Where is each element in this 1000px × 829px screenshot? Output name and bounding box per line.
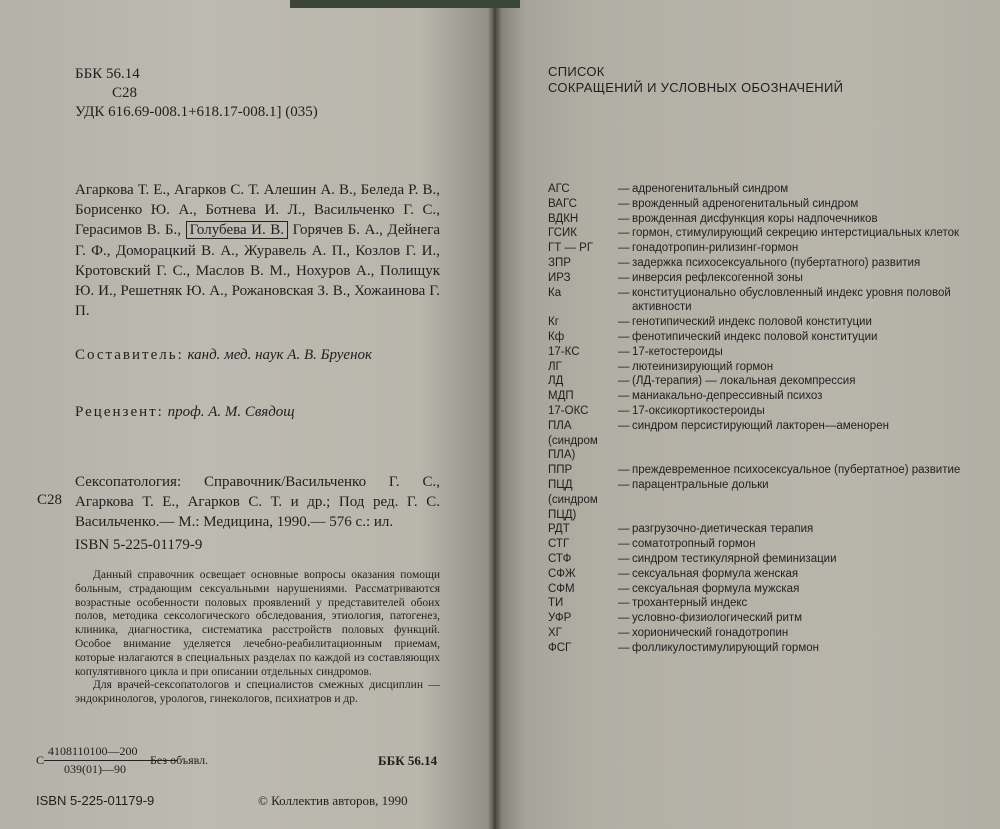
abbreviation-definition: адреногенитальный синдром <box>632 183 789 195</box>
abbreviation-row <box>548 212 968 227</box>
abbreviation-definition: конституционально обусловленный индекс уровня половой активности <box>632 286 951 314</box>
abbreviation-dash: — <box>618 597 630 610</box>
abbreviation-key: ГТ — РГ <box>548 242 594 255</box>
abbreviation-row <box>548 419 968 463</box>
annotation-paragraph-1: Данный справочник освещает основные вопросы оказания помощи больным, страдающим сексуальными нарушениями. Рассматриваются возрастные особенности половых проявлений у представителей обоих полов, методика сексологического обследования, этиология, патогенез, клиника, диагностика, систематика расстройств половых функций. Особое внимание уделяется лечебно-реабилитационным приемам, которые излагаются в специальных разделах по каждой из составляющих копулятивного цикла и при описании отдельных синдромов. <box>75 569 440 678</box>
abbreviation-key: ПЦД (синдром ПЦД) <box>548 478 598 521</box>
authors-after: Горячев Б. А., Дейнега Г. Ф., Доморацкий В. А., Журавель А. П., Козлов Г. И., Кротовский Г. С., Маслов В. М., Нохуров А., Полищук Ю. И., Решетняк Ю. А., Рожановская З. В., Хожаинова Г. П. <box>75 222 441 320</box>
abbreviation-row <box>548 567 968 582</box>
abbreviation-definition: гонадотропин-рилизинг-гормон <box>632 242 799 255</box>
abbreviation-definition: сексуальная формула женская <box>632 567 799 580</box>
abbreviation-definition: сексуальная формула мужская <box>632 582 800 595</box>
abbreviation-dash: — <box>618 271 630 284</box>
abbreviation-row <box>548 478 968 522</box>
abbreviation-key: ФСГ <box>548 641 572 654</box>
abbreviation-dash: — <box>618 286 630 299</box>
biblio-text: Справочник/Васильченко Г. С., Агаркова Т. Е., Агарков С. Т. и др.; Под ред. Г. С. Васильченко.— М.: Медицина, 1990.— 576 с.: ил. <box>75 474 440 530</box>
abbreviation-definition: 17-оксикортикостероиды <box>632 404 765 417</box>
abbreviation-dash: — <box>618 478 630 491</box>
abbreviation-definition: парацентральные дольки <box>632 478 769 491</box>
margin-code: С28 <box>37 492 63 508</box>
abbreviation-definition: условно-физиологический ритм <box>632 612 803 625</box>
code-letter: С <box>36 753 45 767</box>
book-gutter <box>488 0 502 829</box>
code-numerator: 4108110100—200 <box>48 744 138 758</box>
catalog-code: С28 <box>112 85 138 101</box>
abbreviation-dash: — <box>618 316 630 329</box>
compiler-line <box>75 347 372 364</box>
abbreviation-key: СФМ <box>548 582 575 595</box>
abbreviation-row <box>548 182 968 197</box>
abbreviation-definition: хорионический гонадотропин <box>632 626 789 639</box>
bibliographic-record <box>75 472 440 555</box>
abbreviation-row <box>548 463 968 478</box>
abbreviation-dash: — <box>618 567 630 580</box>
copyright: © Коллектив авторов, 1990 <box>258 793 408 808</box>
abbreviation-key: АГС <box>548 183 570 195</box>
abbreviation-key: ЛГ <box>548 360 562 373</box>
abbreviation-key: ЛД <box>548 375 564 388</box>
abbreviation-dash: — <box>618 626 630 639</box>
abbreviation-definition: синдром персистирующий лакторен—аменорен <box>632 419 889 432</box>
abbreviation-row <box>548 360 968 375</box>
reviewer-value: проф. А. М. Свядощ <box>167 404 295 420</box>
abbreviation-row <box>548 611 968 626</box>
cover-edge <box>290 0 520 8</box>
abbreviation-dash: — <box>618 404 630 417</box>
abbreviation-row <box>548 256 968 271</box>
abbreviation-key: УФР <box>548 612 572 625</box>
abbreviation-key: СТГ <box>548 538 570 551</box>
code-denominator: 039(01)—90 <box>64 762 126 776</box>
abbreviation-definition: лютеинизирующий гормон <box>632 360 774 373</box>
abbreviation-row <box>548 315 968 330</box>
abbreviation-key: Кф <box>548 330 565 343</box>
abbreviation-key: ППР <box>548 464 573 477</box>
abbreviation-key: ИРЗ <box>548 271 571 284</box>
abbreviation-dash: — <box>618 538 630 551</box>
abbreviation-dash: — <box>618 464 630 477</box>
abbreviation-row <box>548 241 968 256</box>
abbreviation-dash: — <box>618 330 630 343</box>
abbreviation-row <box>548 197 968 212</box>
abbreviation-dash: — <box>618 212 630 225</box>
abbreviation-row <box>548 596 968 611</box>
abbreviation-key: 17-КС <box>548 345 580 358</box>
reviewer-label: Рецензент: <box>75 404 164 420</box>
abbreviation-dash: — <box>618 552 630 565</box>
list-title-line2: СОКРАЩЕНИЙ И УСЛОВНЫХ ОБОЗНАЧЕНИЙ <box>548 80 844 95</box>
abbreviation-row <box>548 330 968 345</box>
abbreviation-key: 17-ОКС <box>548 404 589 417</box>
abbreviation-dash: — <box>618 183 630 195</box>
abbreviation-definition: разгрузочно-диетическая терапия <box>632 523 814 536</box>
abbreviation-row <box>548 389 968 404</box>
abbreviation-key: ЗПР <box>548 256 571 269</box>
abbreviation-row <box>548 582 968 597</box>
highlighted-author: Голубева И. В. <box>186 221 288 239</box>
abbreviation-key: ВДКН <box>548 212 579 225</box>
abbreviation-dash: — <box>618 582 630 595</box>
abbreviation-definition: маниакально-депрессивный психоз <box>632 390 823 403</box>
abbreviation-row <box>548 522 968 537</box>
abbreviation-dash: — <box>618 612 630 625</box>
abbreviation-definition: преждевременное психосексуальное (пубертатное) развитие <box>632 464 961 477</box>
abbreviation-dash: — <box>618 256 630 269</box>
abbreviation-dash: — <box>618 390 630 403</box>
abbreviation-row <box>548 552 968 567</box>
abbreviation-definition: гормон, стимулирующий секрецию интерстициальных клеток <box>632 227 960 240</box>
isbn: ISBN 5-225-01179-9 <box>75 537 203 553</box>
abbreviation-key: ГСИК <box>548 227 577 240</box>
no-announce: Без объявл. <box>150 753 209 767</box>
abbreviation-key: ТИ <box>548 597 564 610</box>
abbreviation-key: СФЖ <box>548 567 576 580</box>
abbreviation-definition: фолликулостимулирующий гормон <box>632 641 819 654</box>
abbreviation-key: ХГ <box>548 626 562 639</box>
abbreviation-key: РДТ <box>548 523 570 536</box>
abbreviation-dash: — <box>618 375 630 388</box>
abbreviation-row <box>548 626 968 641</box>
abbreviation-row <box>548 374 968 389</box>
abbreviation-dash: — <box>618 360 630 373</box>
abbreviation-key: ВАГС <box>548 197 577 210</box>
abbreviation-dash: — <box>618 227 630 240</box>
abbreviation-definition: синдром тестикулярной феминизации <box>632 552 837 565</box>
abbreviation-row <box>548 286 968 316</box>
abbreviation-definition: фенотипический индекс половой конституции <box>632 330 878 343</box>
abbreviation-key: ПЛА (синдром ПЛА) <box>548 419 598 462</box>
abbreviation-definition: инверсия рефлексогенной зоны <box>632 271 803 284</box>
abbreviation-definition: врожденный адреногенитальный синдром <box>632 197 859 210</box>
compiler-value: канд. мед. наук А. В. Бруенок <box>187 347 373 363</box>
abbreviation-definition: генотипический индекс половой конституции <box>632 316 872 329</box>
authors-list <box>75 180 440 321</box>
abbreviation-row <box>548 641 968 656</box>
bbk-code: ББК 56.14 <box>75 66 140 82</box>
abbreviation-definition: соматотропный гормон <box>632 538 756 551</box>
abbreviation-row <box>548 537 968 552</box>
abbreviation-definition: (ЛД-терапия) — локальная декомпрессия <box>632 375 856 388</box>
abbreviation-list <box>548 182 968 656</box>
isbn-bottom: ISBN 5-225-01179-9 <box>36 793 155 808</box>
abbreviation-key: Кг <box>548 316 559 329</box>
abbreviation-row <box>548 345 968 360</box>
abbreviation-definition: врожденная дисфункция коры надпочечников <box>632 212 878 225</box>
bbk-bottom: ББК 56.14 <box>378 753 438 768</box>
abbreviation-row <box>548 226 968 241</box>
abbreviation-row <box>548 271 968 286</box>
biblio-title: Сексопатология: <box>75 474 182 490</box>
abbreviation-dash: — <box>618 242 630 255</box>
list-title-line1: СПИСОК <box>548 64 605 79</box>
udk-code: УДК 616.69-008.1+618.17-008.1] (035) <box>75 104 318 120</box>
compiler-label: Составитель: <box>75 347 184 363</box>
annotation-paragraph-2: Для врачей-сексопатологов и специалистов смежных дисциплин — эндокринологов, урологов, гинекологов, психиатров и др. <box>75 679 440 706</box>
authors-before: Агаркова Т. Е., Агарков С. Т. Алешин А. В., Беледа Р. В., Борисенко Ю. А., Ботнева И. Л., Васильченко Г. С., Герасимов В. Б., <box>75 182 440 239</box>
abbreviation-dash: — <box>618 197 630 210</box>
abbreviation-dash: — <box>618 345 630 358</box>
abbreviation-definition: 17-кетостероиды <box>632 345 723 358</box>
annotation <box>75 569 440 707</box>
abbreviation-dash: — <box>618 523 630 536</box>
abbreviation-dash: — <box>618 641 630 654</box>
abbreviation-row <box>548 404 968 419</box>
abbreviation-key: СТФ <box>548 552 572 565</box>
abbreviation-key: МДП <box>548 390 574 403</box>
abbreviation-key: Ка <box>548 286 562 299</box>
abbreviation-dash: — <box>618 419 630 432</box>
reviewer-line <box>75 404 295 421</box>
abbreviation-definition: трохантерный индекс <box>632 597 748 610</box>
abbreviation-definition: задержка психосексуального (пубертатного) развития <box>632 256 921 269</box>
